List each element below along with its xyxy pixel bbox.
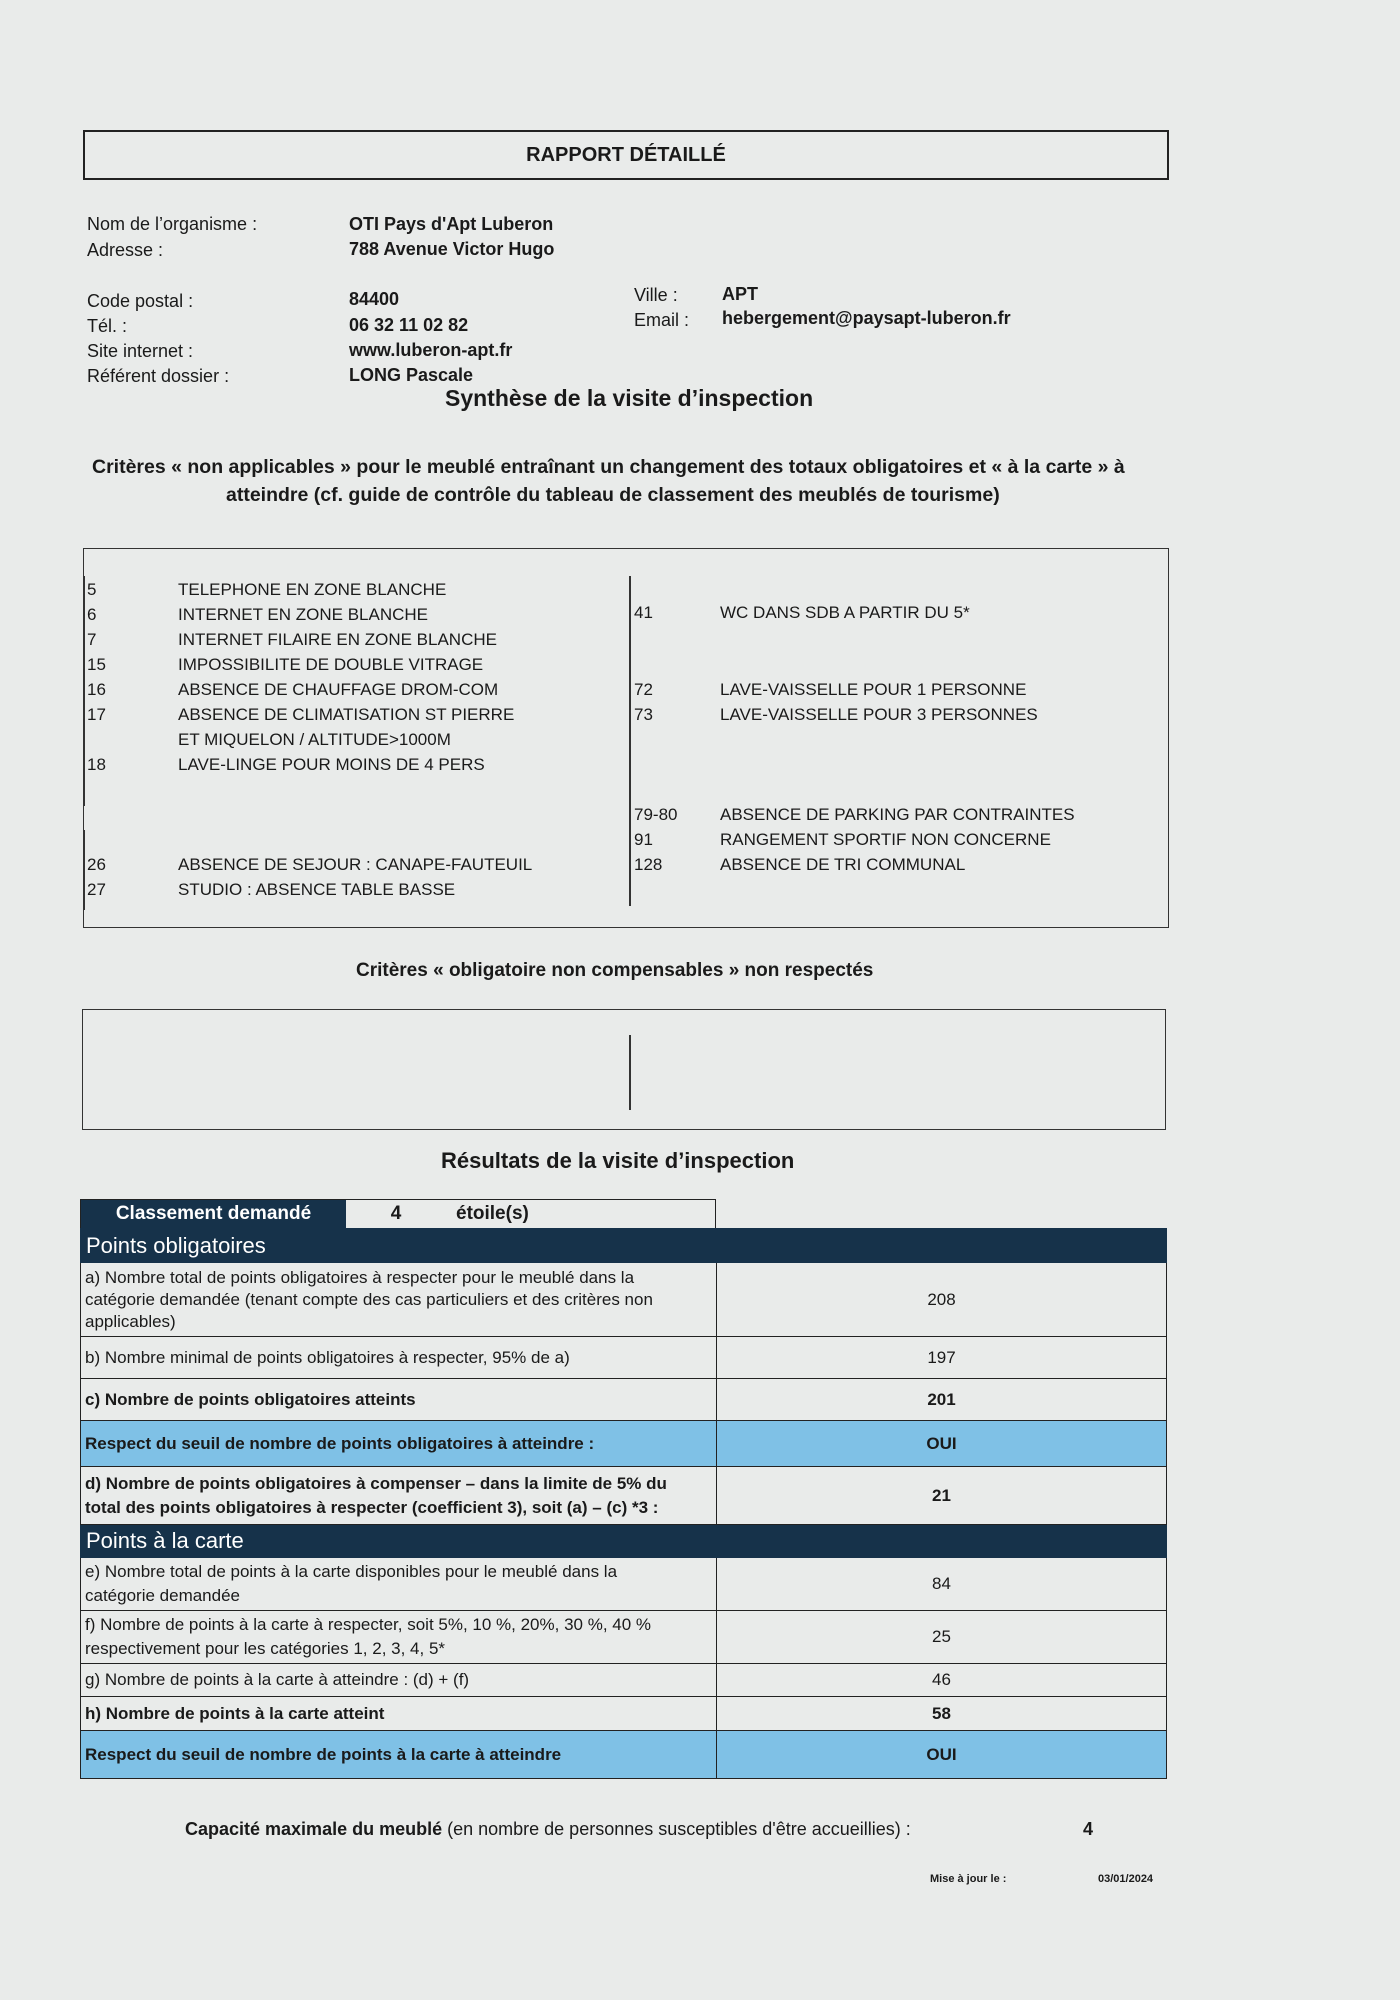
criterion-number: 27 [87,880,106,899]
capacity-value: 4 [1083,1819,1094,1839]
mandatory-title: Critères « obligatoire non compensables » non respectés [356,960,874,981]
criterion-label: ABSENCE DE CHAUFFAGE DROM-COM [178,680,499,699]
criterion-label: ABSENCE DE PARKING PAR CONTRAINTES [720,805,1075,824]
city-value: APT [722,284,758,304]
row-d-label [81,1467,717,1525]
criterion-number: 16 [87,680,106,699]
row-b-label: b) Nombre minimal de points obligatoires à respecter, 95% de a) [81,1337,717,1379]
row-e [81,1558,1167,1611]
criterion-number: 73 [634,705,653,724]
row-d-label-l2: total des points obligatoires à respecter (coefficient 3), soit (a) – (c) *3 : [85,1497,659,1517]
criterion-number: 91 [634,830,653,849]
criteria-left-rule-bottom [83,830,85,910]
row-respect-a-la-carte [81,1731,1167,1779]
criterion-label: INTERNET EN ZONE BLANCHE [178,605,429,624]
criterion-number: 72 [634,680,653,699]
row-h [81,1697,1167,1731]
row-a [81,1263,1167,1337]
ref-label: Référent dossier : [87,366,230,386]
criterion-label: IMPOSSIBILITE DE DOUBLE VITRAGE [178,655,484,674]
criterion-label: RANGEMENT SPORTIF NON CONCERNE [720,830,1051,849]
row-e-label-l1: e) Nombre total de points à la carte disponibles pour le meublé dans la [85,1562,618,1581]
capacity-line [185,1819,911,1840]
row-h-label: h) Nombre de points à la carte atteint [81,1697,717,1731]
row-b [81,1337,1167,1379]
criterion-number: 18 [87,755,106,774]
section-points-obligatoires [81,1229,1167,1263]
updated-label: Mise à jour le : [930,1873,1007,1885]
row-g [81,1664,1167,1697]
criterion-label: INTERNET FILAIRE EN ZONE BLANCHE [178,630,497,649]
criterion-number: 79-80 [634,805,678,824]
classement-row [80,1199,716,1229]
site-label: Site internet : [87,341,194,361]
row-h-value: 58 [717,1697,1167,1731]
criterion-number: 26 [87,855,106,874]
classement-value: 4 [390,1203,402,1224]
criterion-number: 15 [87,655,106,674]
email-label: Email : [634,310,690,330]
synthese-intro-line2: atteindre (cf. guide de contrôle du tableau de classement des meublés de tourisme) [226,484,1000,506]
criterion-number: 5 [87,580,97,599]
respect-obligatoires-value: OUI [717,1421,1167,1467]
criterion-label: LAVE-VAISSELLE POUR 3 PERSONNES [720,705,1038,724]
criterion-number: 128 [634,855,663,874]
tel-value: 06 32 11 02 82 [349,315,469,335]
criterion-label: ABSENCE DE CLIMATISATION ST PIERRE [178,705,515,724]
row-c-label: c) Nombre de points obligatoires atteints [81,1379,717,1421]
respect-a-la-carte-value: OUI [717,1731,1167,1779]
criterion-number: 7 [87,630,97,649]
capacity-label-bold: Capacité maximale du meublé [185,1819,443,1839]
row-e-value: 84 [717,1558,1167,1611]
section-points-a-la-carte [81,1525,1167,1558]
row-a-label [81,1263,717,1337]
criterion-label: ET MIQUELON / ALTITUDE>1000M [178,730,451,749]
row-d [81,1467,1167,1525]
criterion-label: ABSENCE DE TRI COMMUNAL [720,855,966,874]
results-title: Résultats de la visite d’inspection [441,1148,795,1173]
org-value: OTI Pays d'Apt Luberon [349,214,554,234]
mandatory-box [82,1009,1166,1130]
criterion-label: LAVE-VAISSELLE POUR 1 PERSONNE [720,680,1027,699]
criterion-label: LAVE-LINGE POUR MOINS DE 4 PERS [178,755,485,774]
section-title-obligatoires: Points obligatoires [81,1229,1167,1263]
postal-value: 84400 [349,289,400,309]
row-e-label [81,1558,717,1611]
postal-label: Code postal : [87,291,194,311]
row-f-label [81,1611,717,1664]
criteria-divider [629,576,631,906]
criterion-number: 41 [634,603,653,622]
row-g-value: 46 [717,1664,1167,1697]
ref-value: LONG Pascale [349,365,474,385]
row-d-label-l1: d) Nombre de points obligatoires à compenser – dans la limite de 5% du [85,1473,667,1493]
row-a-label-l2: catégorie demandée (tenant compte des cas particuliers et des critères non [85,1289,653,1309]
email-value: hebergement@paysapt-luberon.fr [722,308,1011,328]
results-table [80,1228,1167,1779]
address-label: Adresse : [87,240,164,260]
row-f-label-l1: f) Nombre de points à la carte à respecter, soit 5%, 10 %, 20%, 30 %, 40 % [85,1615,652,1634]
row-c-value: 201 [717,1379,1167,1421]
capacity-label-rest: (en nombre de personnes susceptibles d'être accueillies) : [442,1819,911,1839]
classement-unit: étoile(s) [456,1203,529,1224]
classement-label: Classement demandé [81,1200,346,1228]
synthese-title: Synthèse de la visite d’inspection [445,385,814,411]
criterion-label: TELEPHONE EN ZONE BLANCHE [178,580,447,599]
synthese-intro-line1: Critères « non applicables » pour le meublé entraînant un changement des totaux obligatoires et « à la carte » à [92,456,1125,478]
row-f [81,1611,1167,1664]
tel-label: Tél. : [87,316,128,336]
row-respect-obligatoires [81,1421,1167,1467]
row-a-label-l1: a) Nombre total de points obligatoires à respecter pour le meublé dans la [85,1267,635,1287]
respect-a-la-carte-label: Respect du seuil de nombre de points à la carte à atteindre [81,1731,717,1779]
address-value: 788 Avenue Victor Hugo [349,239,555,259]
city-label: Ville : [634,285,678,305]
section-title-a-la-carte: Points à la carte [81,1525,1167,1558]
row-e-label-l2: catégorie demandée [85,1586,241,1605]
site-value: www.luberon-apt.fr [349,340,513,360]
criterion-label: WC DANS SDB A PARTIR DU 5* [720,603,970,622]
criteria-left-rule-top [83,576,85,806]
row-f-value: 25 [717,1611,1167,1664]
row-b-value: 197 [717,1337,1167,1379]
criterion-number: 17 [87,705,106,724]
row-a-value: 208 [717,1263,1167,1337]
report-title: RAPPORT DÉTAILLÉ [83,130,1169,180]
row-f-label-l2: respectivement pour les catégories 1, 2, 3, 4, 5* [85,1639,446,1658]
row-c [81,1379,1167,1421]
row-d-value: 21 [717,1467,1167,1525]
org-label: Nom de l’organisme : [87,214,258,234]
criterion-number: 6 [87,605,97,624]
mandatory-divider [629,1035,631,1110]
row-a-label-l3: applicables) [85,1311,176,1331]
row-g-label: g) Nombre de points à la carte à atteindre : (d) + (f) [81,1664,717,1697]
respect-obligatoires-label: Respect du seuil de nombre de points obligatoires à atteindre : [81,1421,717,1467]
criterion-label: ABSENCE DE SEJOUR : CANAPE-FAUTEUIL [178,855,533,874]
criterion-label: STUDIO : ABSENCE TABLE BASSE [178,880,456,899]
updated-value: 03/01/2024 [1098,1873,1154,1885]
